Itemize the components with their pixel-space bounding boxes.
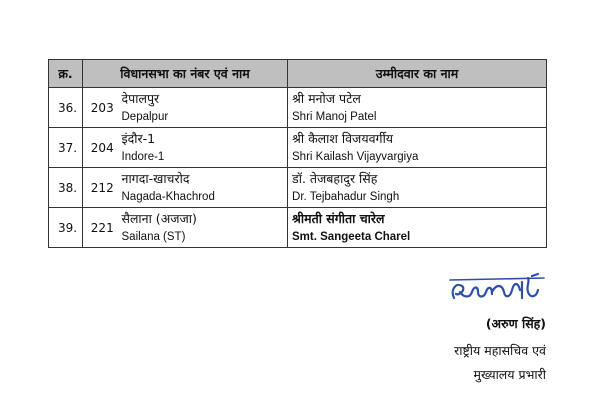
candidate-cell [288,88,547,128]
header-candidate: उम्मीदवार का नाम [288,60,547,88]
constituency-name-cell [118,208,288,248]
candidate-name-english: Shri Manoj Patel [292,110,377,123]
constituency-name-hindi: नागदा-खाचरोद [121,170,190,186]
serial-cell: 36. [49,88,83,128]
table-header-row [49,60,547,88]
constituency-name-cell [118,128,288,168]
serial-cell: 38. [49,168,83,208]
table-row [49,88,547,128]
header-constituency: विधानसभा का नंबर एवं नाम [83,60,288,88]
candidate-name-english: Shri Kailash Vijayvargiya [292,150,419,163]
constituency-name-english: Indore-1 [121,150,165,163]
constituency-number-cell: 204 [83,128,118,168]
constituency-number-cell: 203 [83,88,118,128]
constituency-number-cell: 221 [83,208,118,248]
signer-name: (अरुण सिंह) [485,316,546,331]
candidate-name-hindi: श्री मनोज पटेल [292,90,361,106]
table-row [49,168,547,208]
constituency-name-english: Depalpur [121,110,169,123]
candidate-name-hindi: डॉ. तेजबहादुर सिंह [292,170,378,186]
candidate-name-english: Smt. Sangeeta Charel [292,230,411,243]
constituency-name-cell [118,168,288,208]
candidate-cell [288,128,547,168]
table-row [49,208,547,248]
constituency-number-cell: 212 [83,168,118,208]
constituency-name-cell [118,88,288,128]
constituency-name-hindi: देपालपुर [121,90,160,106]
serial-cell: 37. [49,128,83,168]
candidate-name-hindi: श्री कैलाश विजयवर्गीय [292,130,394,146]
candidate-name-english: Dr. Tejbahadur Singh [292,190,400,203]
candidate-cell [288,168,547,208]
candidate-cell [288,208,547,248]
designation-line-2: मुख्यालय प्रभारी [473,367,546,382]
constituency-name-hindi: सैलाना (अजजा) [121,210,197,226]
constituency-name-english: Sailana (ST) [121,230,186,243]
handwritten-signature [448,268,546,318]
designation-line-1: राष्ट्रीय महासचिव एवं [454,343,546,358]
candidate-table [48,59,547,248]
header-serial: क्र. [49,60,83,88]
constituency-name-english: Nagada-Khachrod [121,190,215,203]
constituency-name-hindi: इंदौर-1 [121,130,156,146]
serial-cell: 39. [49,208,83,248]
table-row [49,128,547,168]
candidate-name-hindi: श्रीमती संगीता चारेल [292,210,385,226]
